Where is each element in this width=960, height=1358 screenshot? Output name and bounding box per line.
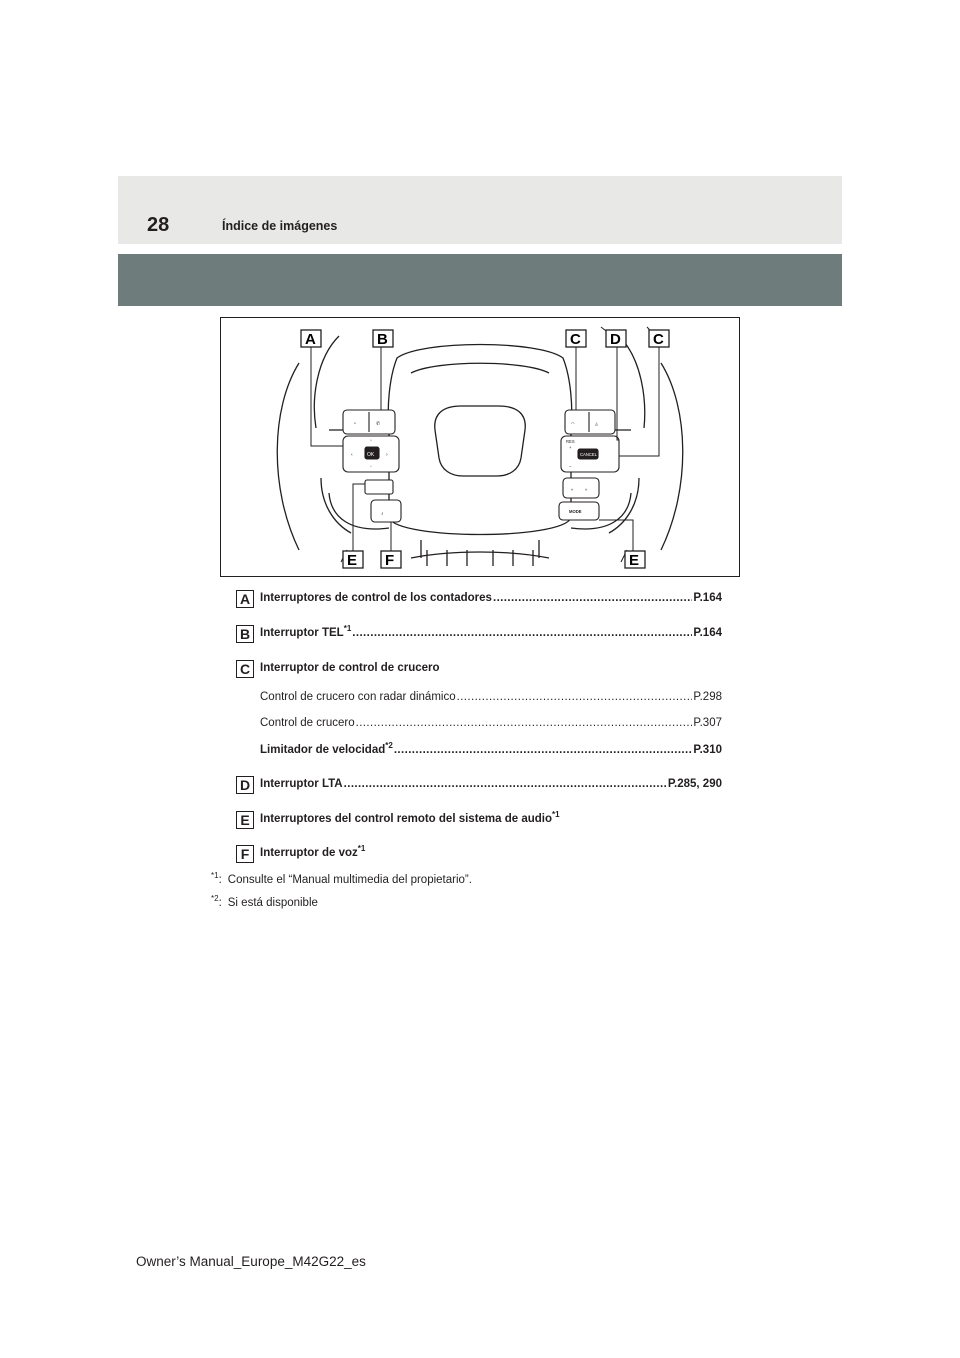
- callout-f: [381, 551, 401, 569]
- svg-text:B: B: [377, 331, 388, 348]
- section-title: Índice de imágenes: [222, 219, 338, 233]
- meter-switch-icon: ◔: [353, 421, 357, 427]
- arrow-right-icon: ›: [386, 452, 388, 458]
- cancel-label: CANCEL: [580, 452, 597, 457]
- radar-cruise-icon: ◠: [571, 421, 575, 426]
- page-ref[interactable]: P.164: [693, 592, 722, 604]
- sub-entry-label: Limitador de velocidad: [260, 744, 386, 756]
- chevron-right-icon: »: [585, 487, 588, 492]
- callout-c-right: [649, 330, 669, 348]
- callout-d: [606, 330, 626, 348]
- lta-icon: ◬: [595, 421, 599, 426]
- page-ref[interactable]: P.285, 290: [667, 778, 722, 790]
- arrow-left-icon: ‹: [351, 452, 353, 458]
- svg-text:A: A: [305, 331, 316, 348]
- right-switch-cluster: [559, 410, 619, 520]
- footnote-1: $^{*1}$: Consulte el “Manual multimedia del propietario”.: [211, 871, 472, 886]
- svg-text:E: E: [347, 552, 358, 569]
- arrow-up-icon: ˆ: [370, 440, 372, 446]
- entry-label: Interruptores de control de los contadores: [260, 592, 492, 604]
- steering-wheel-illustration: [221, 318, 739, 576]
- page-ref[interactable]: P.298: [693, 691, 722, 703]
- ok-button-label: OK: [367, 452, 375, 458]
- minus-label: –: [569, 464, 572, 469]
- page-ref[interactable]: P.310: [693, 744, 722, 756]
- footnote-mark: *1: [552, 810, 560, 819]
- svg-text:D: D: [610, 331, 621, 348]
- page-number: 28: [147, 214, 170, 236]
- svg-text:E: E: [629, 552, 640, 569]
- entry-e: [236, 811, 722, 831]
- callout-a: [301, 330, 321, 348]
- res-label: RES: [566, 439, 575, 444]
- footnote-mark: *2: [385, 741, 393, 750]
- footnote-text: Consulte el “Manual multimedia del propietario”.: [227, 874, 472, 886]
- entry-label: Interruptor LTA: [260, 778, 343, 790]
- svg-text:F: F: [385, 552, 395, 569]
- plus-label: +: [569, 445, 572, 450]
- chevron-left-icon: «: [571, 487, 574, 492]
- entry-letter: F: [236, 845, 254, 863]
- footnote-mark: *1: [357, 844, 366, 853]
- entry-b: [236, 625, 722, 645]
- svg-text:C: C: [653, 331, 664, 348]
- entry-label: Interruptor de control de crucero: [260, 662, 440, 674]
- phone-icon: ✆: [376, 421, 381, 427]
- callout-e-left: [343, 551, 363, 569]
- entry-f: [236, 845, 722, 865]
- footnote-text: Si está disponible: [227, 897, 318, 909]
- entry-letter: E: [236, 811, 254, 829]
- footnote-2: $^{*2}$: Si está disponible: [211, 894, 318, 909]
- entry-letter: B: [236, 625, 254, 643]
- sub-entry-speed-limiter: [260, 741, 722, 760]
- mode-label: MODE: [569, 509, 582, 514]
- sub-entry-label: Control de crucero con radar dinámico: [260, 691, 456, 703]
- footnote-mark: *2: [211, 894, 219, 903]
- page-ref[interactable]: P.307: [693, 717, 722, 729]
- callout-b: [373, 330, 393, 348]
- entry-label: Interruptor TEL: [260, 627, 344, 639]
- callout-e-right: [625, 551, 645, 569]
- header-band: [118, 176, 842, 244]
- steering-wheel-figure: [220, 317, 740, 577]
- voice-icon: ♪: [381, 511, 384, 517]
- entry-letter: C: [236, 660, 254, 678]
- section-banner: [118, 254, 842, 306]
- sub-entry-label: Control de crucero: [260, 717, 355, 729]
- entry-d: [236, 776, 722, 796]
- document-footer: Owner’s Manual_Europe_M42G22_es: [136, 1254, 366, 1269]
- callout-c-left: [566, 330, 586, 348]
- entry-a: [236, 590, 722, 610]
- svg-text:C: C: [570, 331, 581, 348]
- entry-letter: D: [236, 776, 254, 794]
- sub-entry-cruise: [260, 717, 722, 733]
- left-switch-cluster: [343, 410, 401, 522]
- entry-letter: A: [236, 590, 254, 608]
- footnote-mark: *1: [343, 624, 352, 633]
- page-ref[interactable]: P.164: [693, 627, 722, 639]
- entry-label: Interruptores del control remoto del sistema de audio: [260, 813, 553, 825]
- entry-label: Interruptor de voz: [260, 847, 358, 859]
- arrow-down-icon: ˇ: [370, 466, 372, 472]
- entry-c: [236, 660, 722, 680]
- sub-entry-radar-cruise: [260, 691, 722, 707]
- footnote-mark: *1: [211, 871, 219, 880]
